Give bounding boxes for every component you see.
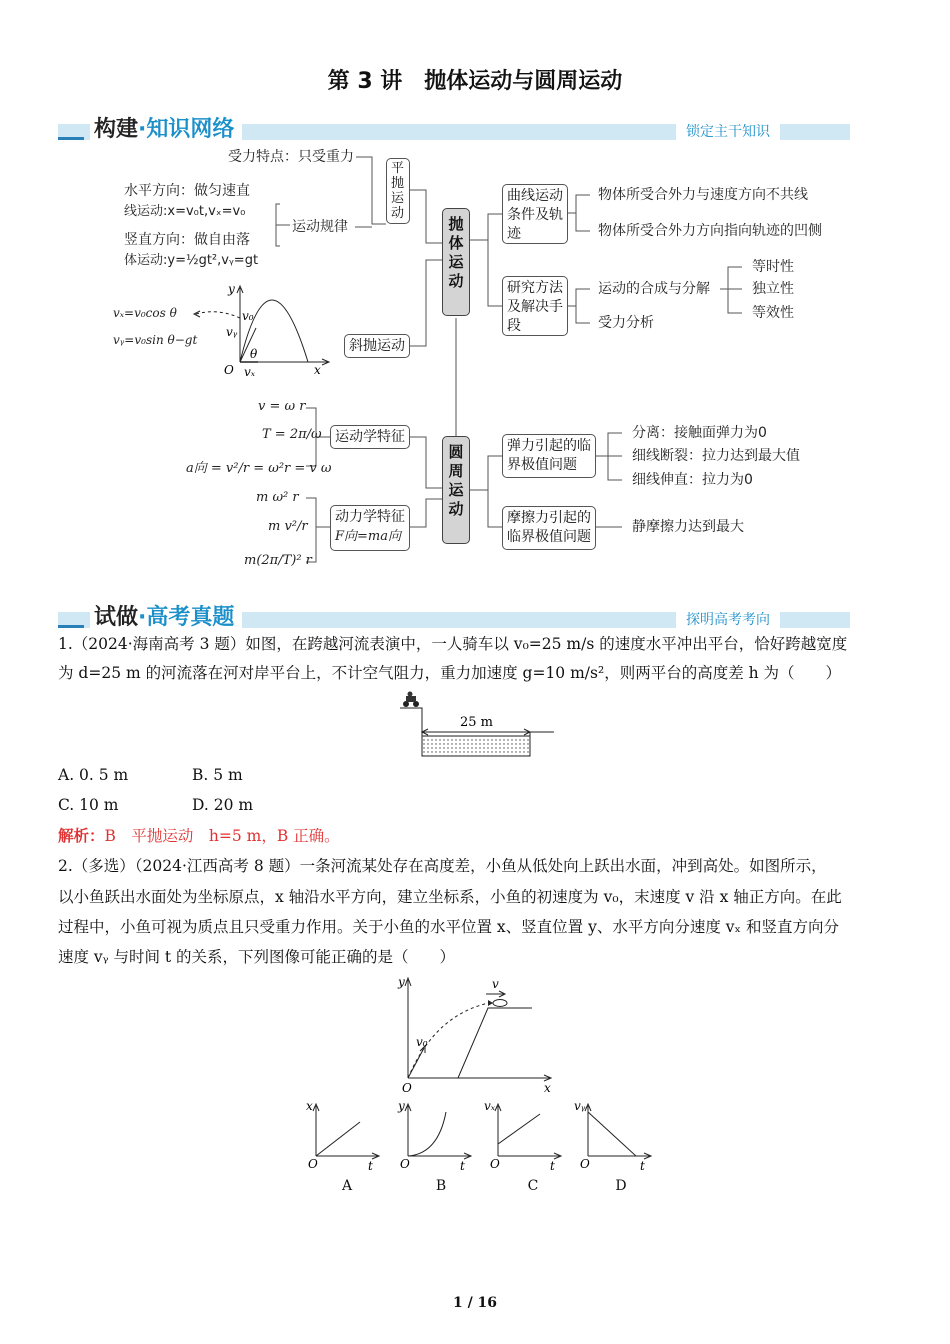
flat-throw-box: 平抛运动 bbox=[386, 158, 410, 224]
elastic-critical-box: 弹力引起的临界极值问题 bbox=[502, 434, 596, 478]
fig1-v0: v₀ bbox=[242, 309, 254, 323]
q1-option-a[interactable]: A. 0. 5 m bbox=[58, 766, 129, 784]
q1-option-b[interactable]: B. 5 m bbox=[192, 766, 243, 784]
graph-a-ylabel: x bbox=[306, 1100, 313, 1113]
graph-b bbox=[394, 1100, 474, 1172]
graph-b-xlabel: t bbox=[460, 1159, 465, 1172]
fig1-vx: vₓ bbox=[244, 365, 256, 379]
q2-fig-origin: O bbox=[402, 1081, 412, 1094]
q1-width-label: 25 m bbox=[460, 715, 494, 730]
friction-1: 静摩擦力达到最大 bbox=[632, 519, 744, 535]
banner-label-a: 构建 bbox=[94, 117, 139, 142]
q1-answer-prefix: 解析： bbox=[58, 826, 105, 845]
vy-formula: vᵧ=v₀sin θ−gt bbox=[113, 333, 198, 347]
horizontal-law-2: 线运动:x=v₀t,vₓ=v₀ bbox=[124, 204, 246, 219]
q1-answer bbox=[58, 821, 340, 851]
banner-dot: · bbox=[138, 117, 147, 142]
condition-1: 物体所受合外力与速度方向不共线 bbox=[598, 187, 808, 203]
graph-a-caption[interactable]: A bbox=[341, 1178, 353, 1194]
q2-fig-x: x bbox=[544, 1081, 551, 1094]
q1-line-2: 为 d=25 m 的河流落在河对岸平台上，不计空气阻力，重力加速度 g=10 m/s²，则两平台的高度差 h 为（ ） bbox=[58, 664, 842, 682]
circular-center-node: 圆周运动 bbox=[442, 436, 470, 544]
graph-d-origin: O bbox=[580, 1157, 590, 1171]
graph-d-xlabel: t bbox=[640, 1159, 645, 1172]
q1-option-c[interactable]: C. 10 m bbox=[58, 796, 119, 814]
graph-a-xlabel: t bbox=[368, 1159, 373, 1172]
dynamics-label: 动力学特征 bbox=[335, 509, 405, 525]
graph-c-ylabel: vₓ bbox=[484, 1100, 496, 1113]
motorbike-icon bbox=[403, 692, 419, 708]
force-feature: 受力特点：只受重力 bbox=[228, 149, 354, 165]
fig1-vy: vᵧ bbox=[226, 325, 238, 339]
q1-line-1: 1.（2024·海南高考 3 题）如图，在跨越河流表演中，一人骑车以 v₀=25 m/s 的速度水平冲出平台，恰好跨越宽度 bbox=[58, 635, 848, 653]
section-banner-exam bbox=[58, 602, 850, 628]
q2-line-4: 速度 vᵧ 与时间 t 的关系，下列图像可能正确的是（ ） bbox=[58, 948, 456, 966]
graph-d bbox=[574, 1100, 654, 1172]
research-method-box: 研究方法及解决手段 bbox=[502, 276, 568, 336]
curve-condition-box: 曲线运动条件及轨迹 bbox=[502, 184, 568, 244]
motion-law-label: 运动规律 bbox=[292, 219, 348, 235]
page-number: 1 / 16 bbox=[452, 1295, 498, 1311]
oblique-throw-box: 斜抛运动 bbox=[344, 334, 410, 358]
banner-label bbox=[90, 600, 242, 631]
elastic-3: 细线伸直：拉力为0 bbox=[632, 472, 753, 488]
vertical-law-2: 体运动:y=½gt²,vᵧ=gt bbox=[124, 253, 259, 268]
graph-c bbox=[484, 1100, 564, 1172]
q2-line-3: 过程中，小鱼可视为质点且只受重力作用。关于小鱼的水平位置 x、竖直位置 y、水平方向分速度 vₓ 和竖直方向分 bbox=[58, 918, 840, 936]
graph-d-ylabel: vᵧ bbox=[574, 1100, 586, 1113]
q1-river-figure bbox=[398, 690, 558, 760]
graph-a bbox=[302, 1100, 382, 1172]
page-title: 第 3 讲 抛体运动与圆周运动 bbox=[327, 69, 623, 94]
dyn-formula-2: m v²/r bbox=[268, 519, 308, 534]
banner-tag: 锁定主干知识 bbox=[676, 124, 780, 140]
vertical-law-1: 竖直方向：做自由落 bbox=[124, 232, 250, 248]
q1-answer-body: B 平抛运动 h=5 m，B 正确。 bbox=[104, 827, 340, 845]
fig1-axis-x: x bbox=[314, 363, 321, 377]
banner-label-b: 知识网络 bbox=[146, 117, 235, 142]
elastic-2: 细线断裂：拉力达到最大值 bbox=[632, 448, 800, 464]
kinematics-box: 运动学特征 bbox=[330, 425, 410, 449]
kin-formula-1: v = ω r bbox=[258, 399, 306, 414]
dynamics-box bbox=[330, 505, 410, 551]
kin-formula-3: a向 = v²/r = ω²r = v ω bbox=[186, 461, 332, 476]
graph-b-ylabel: y bbox=[398, 1100, 405, 1113]
q2-line-1: 2.（多选）（2024·江西高考 8 题）一条河流某处存在高度差，小鱼从低处向上跃出水面，冲到高处。如图所示， bbox=[58, 857, 827, 875]
q2-fish-figure bbox=[396, 972, 556, 1094]
q2-fig-v0: v₀ bbox=[416, 1035, 428, 1049]
q2-fig-y: y bbox=[398, 975, 405, 989]
q2-line-2: 以小鱼跃出水面处为坐标原点，x 轴沿水平方向，建立坐标系，小鱼的初速度为 v₀，末速度 v 沿 x 轴正方向。在此 bbox=[58, 888, 842, 906]
horizontal-law-1: 水平方向：做匀速直 bbox=[124, 183, 250, 199]
projectile-center-node: 抛体运动 bbox=[442, 208, 470, 316]
vx-formula: vₓ=v₀cos θ bbox=[113, 306, 177, 320]
equivalence: 等效性 bbox=[752, 305, 794, 321]
q2-fig-v: v bbox=[492, 977, 499, 991]
banner-dot: · bbox=[138, 605, 147, 630]
independence: 独立性 bbox=[752, 281, 794, 297]
elastic-1: 分离：接触面弹力为0 bbox=[632, 425, 767, 441]
graph-b-caption[interactable]: B bbox=[435, 1178, 447, 1194]
graph-d-caption[interactable]: D bbox=[615, 1178, 627, 1194]
compose-decompose: 运动的合成与分解 bbox=[598, 281, 710, 297]
graph-b-origin: O bbox=[400, 1157, 410, 1171]
fig1-origin: O bbox=[224, 363, 234, 377]
banner-label-b: 高考真题 bbox=[146, 605, 235, 630]
graph-c-origin: O bbox=[490, 1157, 500, 1171]
graph-c-caption[interactable]: C bbox=[527, 1178, 539, 1194]
graph-c-xlabel: t bbox=[550, 1159, 555, 1172]
oblique-projectile-figure bbox=[108, 278, 338, 380]
fig1-axis-y: y bbox=[228, 282, 235, 296]
force-analysis: 受力分析 bbox=[598, 315, 654, 331]
dyn-formula-3: m(2π/T)² r bbox=[244, 553, 312, 568]
graph-a-origin: O bbox=[308, 1157, 318, 1171]
q1-option-d[interactable]: D. 20 m bbox=[192, 796, 254, 814]
dynamics-formula: F向=ma向 bbox=[335, 529, 401, 544]
friction-critical-box: 摩擦力引起的临界极值问题 bbox=[502, 506, 596, 550]
banner-accent bbox=[58, 625, 84, 628]
fig1-theta: θ bbox=[250, 347, 258, 361]
banner-label-a: 试做 bbox=[94, 605, 139, 630]
isochronism: 等时性 bbox=[752, 259, 794, 275]
dyn-formula-1: m ω² r bbox=[256, 490, 299, 505]
condition-2: 物体所受合外力方向指向轨迹的凹侧 bbox=[598, 223, 822, 239]
banner-tag: 探明高考考向 bbox=[676, 612, 780, 628]
kin-formula-2: T = 2π/ω bbox=[262, 427, 322, 442]
fish-icon bbox=[488, 1000, 507, 1007]
